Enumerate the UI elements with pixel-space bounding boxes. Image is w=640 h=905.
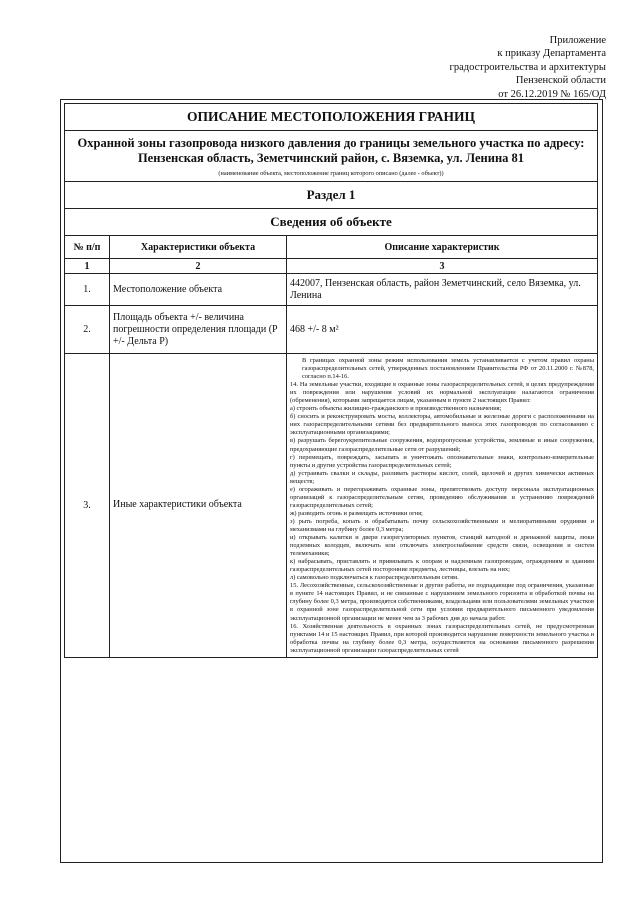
boundary-description-table [64, 103, 598, 658]
description-paragraph: г) перемещать, повреждать, засыпать и уничтожать опознавательные знаки, контрольно-измерительные пункты и другие устройства газораспределительных сетей; [290, 453, 594, 469]
description-paragraph: д) устраивать свалки и склады, разливать растворы кислот, солей, щелочей и других химически активных веществ; [290, 469, 594, 485]
object-name-cell [65, 131, 598, 182]
description-paragraph: и) открывать калитки и двери газорегуляторных пунктов, станций катодной и дренажной защиты, люки подземных колодцев, включать или отключать электроснабжение средств связи, освещения и систем телемеханики; [290, 534, 594, 558]
appendix-block [346, 34, 606, 101]
appendix-line: Приложение [549, 35, 606, 46]
col-header-desc: Описание характеристик [287, 236, 598, 259]
column-number-row [65, 259, 598, 274]
appendix-line: Пензенской области [515, 75, 606, 87]
appendix-line: градостроительства и архитектуры [449, 61, 606, 73]
row-characteristic: Местоположение объекта [110, 274, 287, 306]
section-subtitle: Сведения об объекте [65, 209, 598, 236]
description-paragraph: 16. Хозяйственная деятельность в охранных зонах газораспределительных сетей, не предусмотренная пунктами 14 и 15 настоящих Правил, при которой производится нарушение поверхности земельного участка и обработка почвы на глубину более 0,3 метра, осуществляется на основании письменного разрешения эксплуатационной организации газораспределительных сетей [290, 622, 594, 654]
description-paragraph: а) строить объекты жилищно-гражданского и производственного назначения; [290, 405, 502, 413]
col-header-char: Характеристики объекта [110, 236, 287, 259]
col-number-3: 3 [287, 259, 598, 274]
description-paragraph: л) самовольно подключаться к газораспределительным сетям. [290, 574, 459, 582]
object-name: Охранной зоны газопровода низкого давления до границы земельного участка по адресу: Пензенская область, Земетчинский район, с. Вяземка, ул. Ленина 81 [77, 136, 585, 165]
table-row [65, 306, 598, 354]
appendix-line: к приказу Департамента [497, 48, 606, 60]
description-paragraph: з) рыть погреба, копать и обрабатывать почву сельскохозяйственными и мелиоративными орудиями и механизмами на глубину более 0,3 метра; [290, 517, 594, 533]
col-number-1: 1 [65, 259, 110, 274]
row-description [287, 354, 598, 658]
description-paragraph: В границах охранной зоны режим использования земель устанавливается с учетом правил охраны газораспределительных сетей, утвержденных постановлением Правительства РФ от 20.11.2000 г. №878, согласно п.14-16. [302, 357, 594, 381]
table-row [65, 354, 598, 658]
description-paragraph: б) сносить и реконструировать мосты, коллекторы, автомобильные и железные дороги с расположенными на них газораспределительными сетями без предварительного выноса этих газопроводов по согласованию с эксплуатационными организациями; [290, 413, 594, 437]
description-paragraph: е) огораживать и перегораживать охранные зоны, препятствовать доступу персонала эксплуатационных организаций к газораспределительным сетям, проведению обслуживания и устранению повреждений газораспределительных сетей; [290, 485, 594, 509]
row-characteristic: Площадь объекта +/- величина погрешности определения площади (Р +/- Дельта Р) [110, 306, 287, 354]
row-description: 442007, Пензенская область, район Земетчинский, село Вяземка, ул. Ленина [287, 274, 598, 306]
row-num: 3. [65, 354, 110, 658]
table-row [65, 274, 598, 306]
section-title: Раздел 1 [65, 182, 598, 209]
row-num: 1. [65, 274, 110, 306]
description-paragraph: к) набрасывать, приставлять и привязывать к опорам и надземным газопроводам, ограждениям и зданиям газораспределительных сетей посторонние предметы, лестницы, влезать на них; [290, 558, 594, 574]
row-num: 2. [65, 306, 110, 354]
col-number-2: 2 [110, 259, 287, 274]
row-characteristic: Иные характеристики объекта [110, 354, 287, 658]
col-header-num: № п/п [65, 236, 110, 259]
description-paragraph: в) разрушать берегоукрепительные сооружения, водопропускные устройства, земляные и иные сооружения, предохраняющие газораспределительные сети от разрушений; [290, 437, 594, 453]
document-title: ОПИСАНИЕ МЕСТОПОЛОЖЕНИЯ ГРАНИЦ [65, 104, 598, 131]
description-paragraph: 15. Лесохозяйственные, сельскохозяйственные и другие работы, не подпадающие под ограничения, указанные в пункте 14 настоящих Правил, и не связанные с нарушением земельного горизонта и обработкой почвы на глубину более 0,3 метра, производятся собственниками, владельцами или пользователями земельных участков в охранной зоне газораспределительной сети при условии предварительного письменного уведомления эксплуатационной организации не менее чем за 3 рабочих дня до начала работ. [290, 582, 594, 622]
description-paragraph: 14. На земельные участки, входящие в охранные зоны газораспределительных сетей, в целях предупреждения их повреждения или нарушения условий их нормальной эксплуатации налагаются ограничения (обременения), которыми запрещается лицам, указанным в пункте 2 настоящих Правил: [290, 381, 594, 405]
column-header-row [65, 236, 598, 259]
row-description: 468 +/- 8 м² [287, 306, 598, 354]
appendix-line: от 26.12.2019 № 165/ОД [498, 88, 606, 100]
object-caption: (наименование объекта, местоположение границ которого описано (далее - объект)) [218, 170, 444, 177]
description-paragraph: ж) разводить огонь и размещать источники огня; [290, 509, 423, 517]
